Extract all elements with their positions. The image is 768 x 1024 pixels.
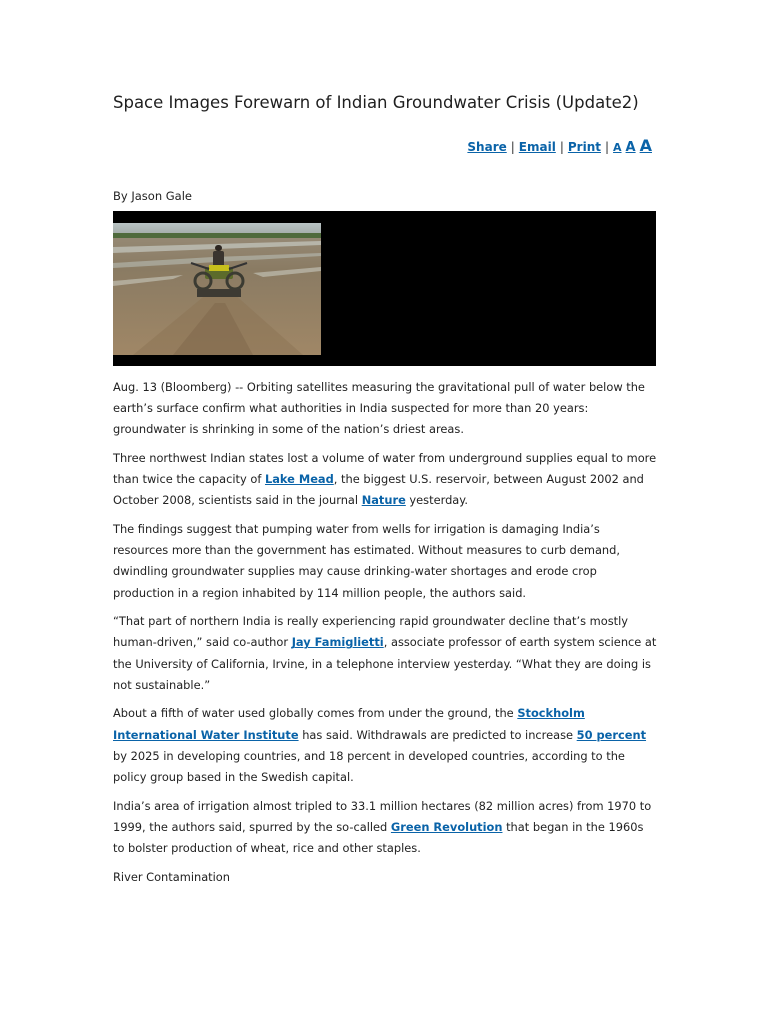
font-size-large-link[interactable]: A [639,136,652,155]
toolbar-separator: | [510,140,515,154]
paragraph-text: Three northwest Indian states lost a volume of water from underground supplies equal to more than twice the capacity of [113,451,657,487]
paragraph-text: yesterday. [405,493,469,508]
stockholm-water-institute-link[interactable]: Stockholm International Water Institute [113,706,585,742]
article-toolbar [467,136,652,155]
paragraph-text: by 2025 in developing countries, and 18 percent in developed countries, according to the policy group based in the Swedish capital. [113,748,625,785]
byline: By Jason Gale [113,189,192,203]
fifty-percent-link[interactable]: 50 percent [576,727,647,742]
farmer-tilling-field-photo [113,223,321,355]
paragraph-text: “That part of northern India is really experiencing rapid groundwater decline that’s mostly human-driven,” said co-author [113,614,629,650]
paragraph-text: has said. Withdrawals are predicted to increase [298,727,577,742]
paragraph-text: , the biggest U.S. reservoir, between August 2002 and October 2008, scientists said in the journal [113,472,644,508]
jay-famiglietti-link[interactable]: Jay Famiglietti [291,635,384,650]
section-subheading: River Contamination [113,869,230,884]
green-revolution-link[interactable]: Green Revolution [390,819,503,834]
email-link[interactable]: Email [518,140,556,154]
paragraph [113,611,658,696]
paragraph [113,448,658,512]
paragraph [113,703,658,788]
lake-mead-link[interactable]: Lake Mead [264,472,334,487]
paragraph: The findings suggest that pumping water from wells for irrigation is damaging India’s resources more than the government has estimated. Without measures to curb demand, dwindling groundwater supplies may cause drinking-water shortages and erode crop production in a region inhabited by 114 million people, the authors said. [113,522,621,600]
font-size-medium-link[interactable]: A [625,140,636,155]
media-player[interactable] [113,211,656,366]
paragraph-text: , associate professor of earth system science at the University of California, Irvine, in a telephone interview yesterday. “What they are doing is not sustainable.” [113,635,657,692]
article-body [113,377,658,895]
nature-link[interactable]: Nature [361,493,406,508]
print-link[interactable]: Print [567,140,601,154]
toolbar-separator: | [559,140,564,154]
paragraph-text: India’s area of irrigation almost tripled to 33.1 million hectares (82 million acres) from 1970 to 1999, the authors said, spurred by the so-called [113,798,652,834]
toolbar-separator: | [604,140,610,154]
paragraph-text: About a fifth of water used globally comes from under the ground, the [113,706,518,721]
font-size-small-link[interactable]: A [613,141,622,154]
paragraph: Aug. 13 (Bloomberg) -- Orbiting satellites measuring the gravitational pull of water below the earth’s surface confirm what authorities in India suspected for more than 20 years: groundwater is shrinking in some of the nation’s driest areas. [113,380,645,437]
share-link[interactable]: Share [467,140,507,154]
paragraph-text: that began in the 1960s to bolster production of wheat, rice and other staples. [113,819,644,856]
article-title: Space Images Forewarn of Indian Groundwater Crisis (Update2) [113,93,639,112]
paragraph [113,796,658,860]
